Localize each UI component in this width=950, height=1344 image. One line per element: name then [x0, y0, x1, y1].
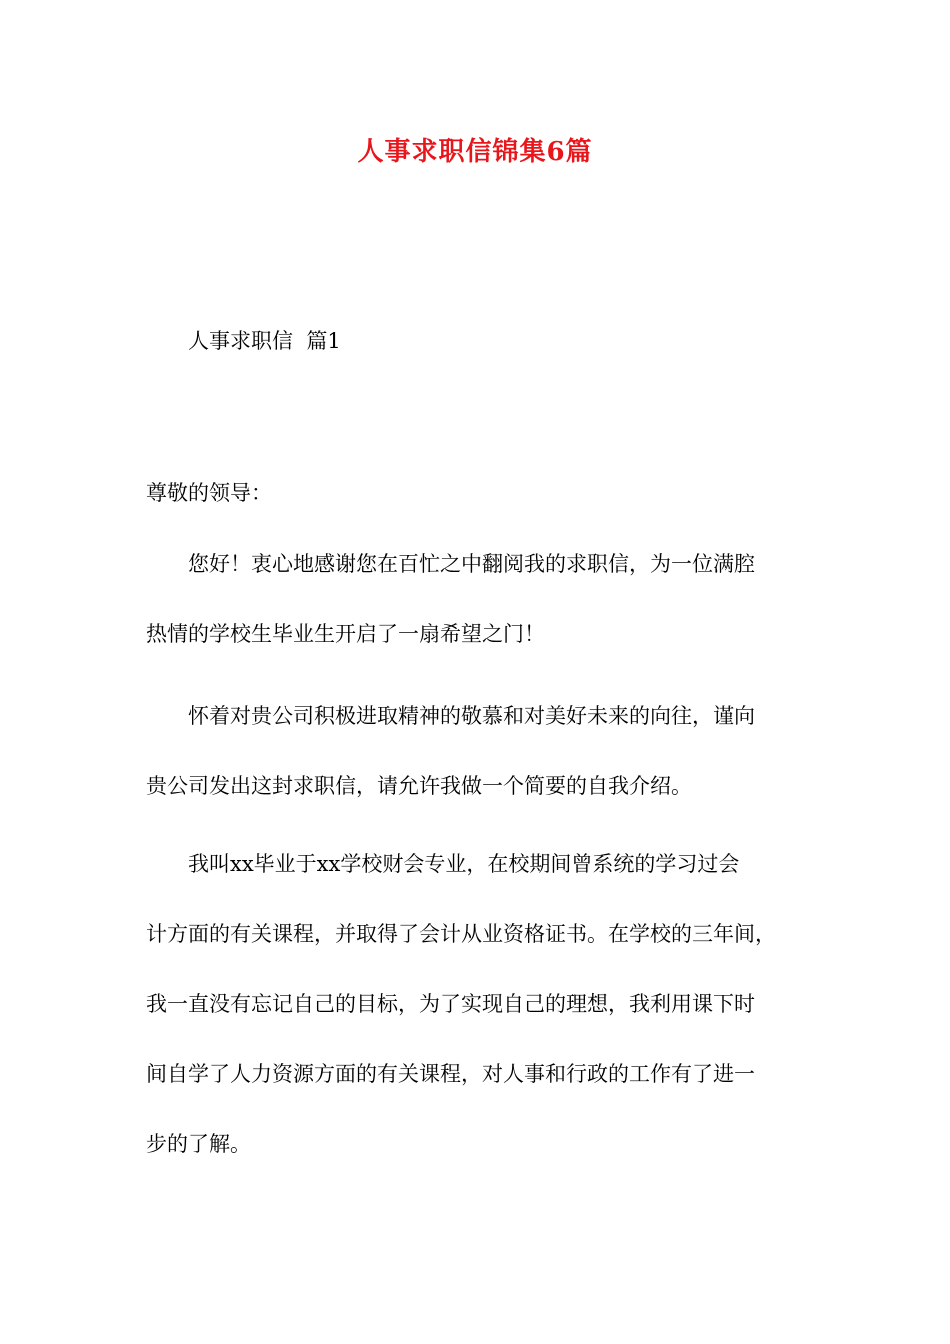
paragraph-line: 怀着对贵公司积极进取精神的敬慕和对美好未来的向往，谨向 [188, 704, 755, 728]
document-title: 人事求职信锦集6篇 [357, 137, 593, 167]
paragraph-line: 间自学了人力资源方面的有关课程，对人事和行政的工作有了进一 [146, 1062, 755, 1086]
paragraph-background [146, 829, 820, 1179]
paragraph-greeting [146, 529, 820, 669]
paragraph-line: 贵公司发出这封求职信，请允许我做一个简要的自我介绍。 [146, 774, 692, 798]
paragraph-line: 我叫xx毕业于xx学校财会专业，在校期间曾系统的学习过会 [188, 852, 740, 876]
paragraph-line: 我一直没有忘记自己的目标，为了实现自己的理想，我利用课下时 [146, 992, 755, 1016]
paragraph-line: 热情的学校生毕业生开启了一扇希望之门！ [146, 622, 545, 646]
paragraph-introduction [146, 681, 820, 821]
paragraph-line: 计方面的有关课程，并取得了会计从业资格证书。在学校的三年间， [146, 922, 776, 946]
paragraph-line: 步的了解。 [146, 1132, 251, 1156]
paragraph-line: 您好！衷心地感谢您在百忙之中翻阅我的求职信，为一位满腔 [188, 552, 755, 576]
section-heading: 人事求职信 篇1 [188, 329, 341, 353]
salutation: 尊敬的领导： [146, 481, 272, 505]
